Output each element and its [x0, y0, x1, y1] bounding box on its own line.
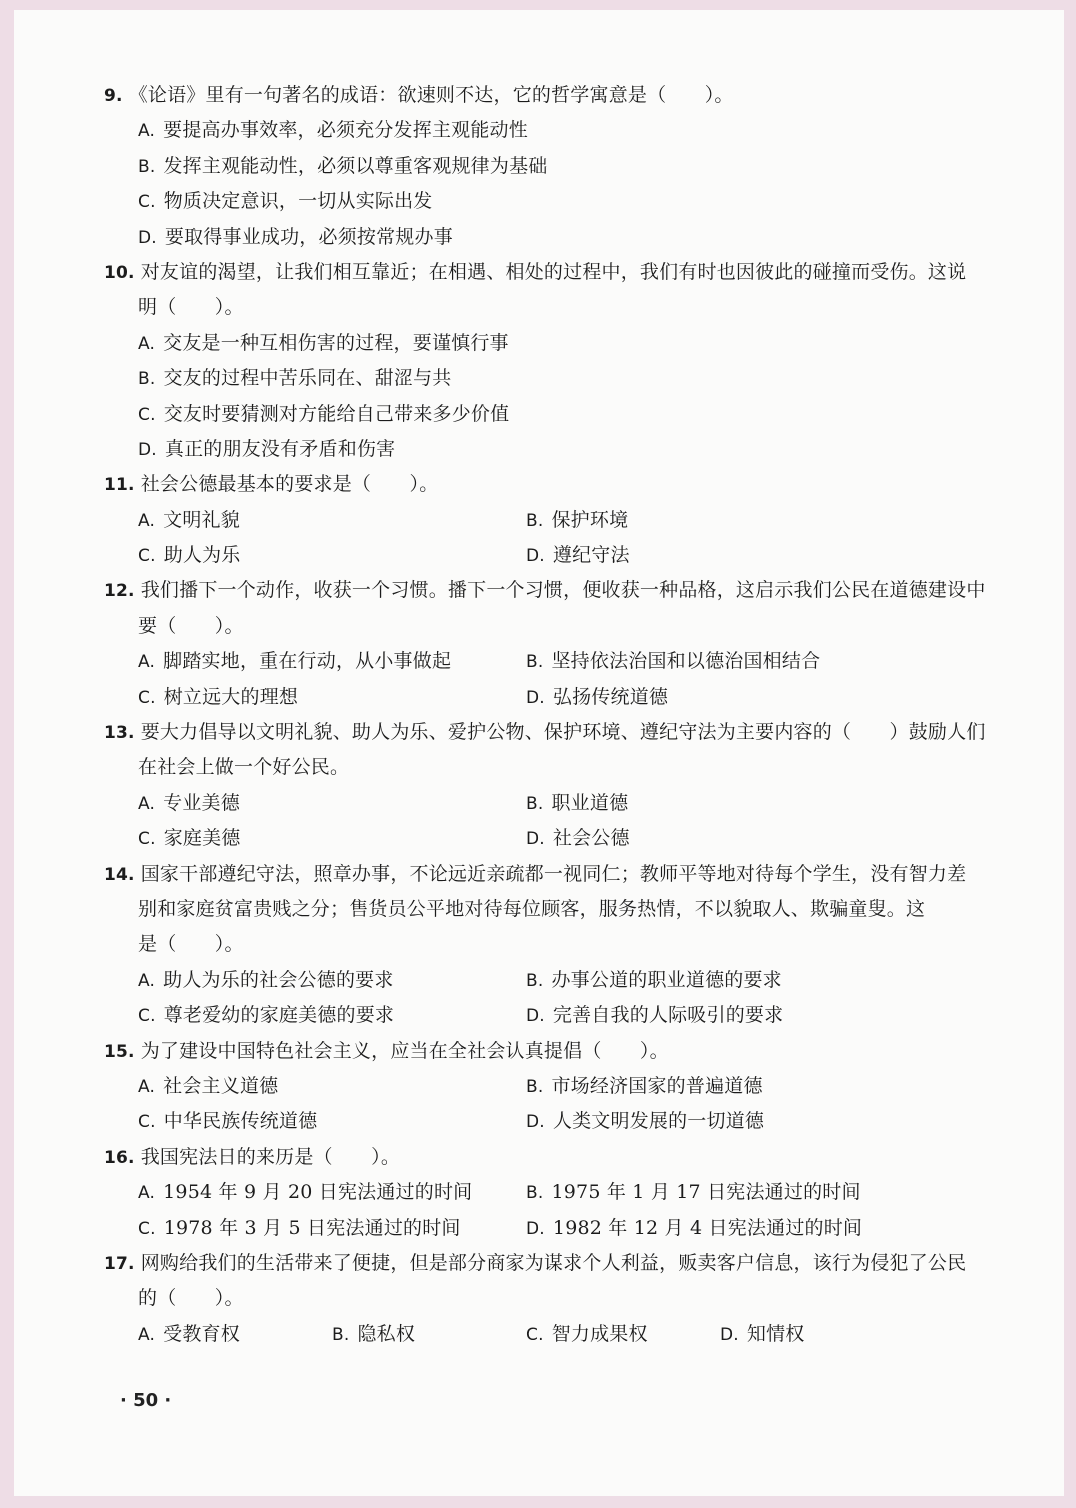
option-c: C. 交友时要猜测对方能给自己带来多少价值	[138, 402, 510, 425]
question-stem-line	[104, 1140, 994, 1175]
option-d: D. 完善自我的人际吸引的要求	[526, 1004, 784, 1027]
question-stem-text: 网购给我们的生活带来了便捷，但是部分商家为谋求个人利益，贩卖客户信息，该行为侵犯了公民	[140, 1251, 967, 1274]
option-b: B. 交友的过程中苦乐同在、甜涩与共	[138, 367, 452, 390]
option-d: D. 人类文明发展的一切道德	[526, 1110, 765, 1133]
question-16	[104, 1140, 994, 1246]
question-stem-line	[104, 857, 994, 892]
options-list	[104, 503, 994, 574]
option-c: C. 尊老爱幼的家庭美德的要求	[138, 1004, 395, 1027]
question-stem-text: 我们播下一个动作，收获一个习惯。播下一个习惯，便收获一种品格，这启示我们公民在道德建设中	[140, 579, 986, 602]
option-a: A. 受教育权	[138, 1322, 240, 1345]
options-list	[104, 786, 994, 857]
question-number: 11.	[104, 475, 135, 496]
question-17	[104, 1246, 994, 1352]
option-d: D. 要取得事业成功，必须按常规办事	[138, 225, 453, 248]
option-b: B. 发挥主观能动性，必须以尊重客观规律为基础	[138, 154, 548, 177]
option-b: B. 1975 年 1 月 17 日宪法通过的时间	[526, 1181, 861, 1204]
option-c: C. 1978 年 3 月 5 日宪法通过的时间	[138, 1216, 461, 1239]
question-stem-line	[104, 467, 994, 502]
question-stem-line: 明（ ）。	[138, 296, 244, 319]
options-list	[104, 326, 994, 468]
option-c: C. 物质决定意识，一切从实际出发	[138, 190, 433, 213]
question-number: 13.	[104, 723, 135, 744]
option-a: A. 文明礼貌	[138, 508, 240, 531]
question-stem-line: 是（ ）。	[138, 933, 244, 956]
exam-page	[14, 10, 1064, 1496]
question-stem-line: 要（ ）。	[138, 614, 244, 637]
question-13	[104, 715, 994, 857]
question-stem-text: 为了建设中国特色社会主义，应当在全社会认真提倡（ ）。	[140, 1039, 669, 1062]
options-list	[104, 963, 994, 1034]
option-b: B. 隐私权	[332, 1322, 416, 1345]
question-stem-text: 要大力倡导以文明礼貌、助人为乐、爱护公物、保护环境、遵纪守法为主要内容的（ ）鼓励人们	[140, 721, 986, 744]
question-number: 9.	[104, 86, 123, 106]
question-14	[104, 857, 994, 1034]
option-c: C. 家庭美德	[138, 827, 241, 850]
question-stem-line: 别和家庭贫富贵贱之分；售货员公平地对待每位顾客，服务热情，不以貌取人、欺骗童叟。这	[138, 897, 926, 920]
page-number: · 50 ·	[120, 1390, 172, 1411]
option-b: B. 坚持依法治国和以德治国相结合	[526, 650, 821, 673]
question-10	[104, 255, 994, 467]
options-list	[104, 1069, 994, 1140]
question-stem-line: 的（ ）。	[138, 1287, 244, 1310]
option-a: A. 脚踏实地，重在行动，从小事做起	[138, 650, 452, 673]
question-12	[104, 573, 994, 715]
question-list	[104, 78, 994, 1352]
option-a: A. 要提高办事效率，必须充分发挥主观能动性	[138, 119, 528, 142]
question-9	[104, 78, 994, 255]
question-stem-line	[104, 255, 994, 290]
option-c: C. 助人为乐	[138, 544, 241, 567]
question-stem-text: 对友谊的渴望，让我们相互靠近；在相遇、相处的过程中，我们有时也因彼此的碰撞而受伤。这说	[140, 260, 967, 283]
question-stem-line	[104, 573, 994, 608]
option-a: A. 专业美德	[138, 791, 240, 814]
option-a: A. 社会主义道德	[138, 1074, 279, 1097]
option-a: A. 交友是一种互相伤害的过程，要谨慎行事	[138, 331, 509, 354]
question-number: 15.	[104, 1041, 135, 1062]
question-stem-line	[104, 1034, 994, 1069]
option-d: D. 真正的朋友没有矛盾和伤害	[138, 437, 396, 460]
question-number: 17.	[104, 1253, 135, 1274]
question-number: 12.	[104, 581, 135, 602]
question-11	[104, 467, 994, 573]
question-stem-line	[104, 715, 994, 750]
option-b: B. 职业道德	[526, 791, 629, 814]
question-number: 16.	[104, 1147, 135, 1168]
option-b: B. 保护环境	[526, 508, 629, 531]
question-stem-line	[104, 78, 994, 113]
question-stem-text: 国家干部遵纪守法，照章办事，不论远近亲疏都一视同仁；教师平等地对待每个学生，没有智力差	[140, 862, 967, 885]
question-stem-line	[104, 1246, 994, 1281]
question-stem-text: 社会公德最基本的要求是（ ）。	[140, 473, 439, 496]
question-number: 14.	[104, 864, 135, 885]
question-number: 10.	[104, 262, 135, 283]
question-15	[104, 1034, 994, 1140]
question-stem-text: 我国宪法日的来历是（ ）。	[140, 1145, 401, 1168]
question-stem-line: 在社会上做一个好公民。	[138, 756, 350, 779]
option-d: D. 1982 年 12 月 4 日宪法通过的时间	[526, 1216, 863, 1239]
option-a: A. 助人为乐的社会公德的要求	[138, 968, 394, 991]
option-c: C. 树立远大的理想	[138, 685, 299, 708]
option-d: D. 弘扬传统道德	[526, 685, 669, 708]
option-b: B. 办事公道的职业道德的要求	[526, 968, 782, 991]
options-list	[104, 644, 994, 715]
option-b: B. 市场经济国家的普遍道德	[526, 1074, 763, 1097]
option-d: D. 知情权	[720, 1322, 805, 1345]
option-d: D. 遵纪守法	[526, 544, 630, 567]
option-a: A. 1954 年 9 月 20 日宪法通过的时间	[138, 1181, 473, 1204]
options-list	[104, 1175, 994, 1246]
option-c: C. 中华民族传统道德	[138, 1110, 318, 1133]
options-list	[104, 113, 994, 255]
options-list	[104, 1317, 994, 1352]
option-c: C. 智力成果权	[526, 1322, 648, 1345]
question-stem-text: 《论语》里有一句著名的成语：欲速则不达，它的哲学寓意是（ ）。	[128, 84, 734, 106]
option-d: D. 社会公德	[526, 827, 630, 850]
